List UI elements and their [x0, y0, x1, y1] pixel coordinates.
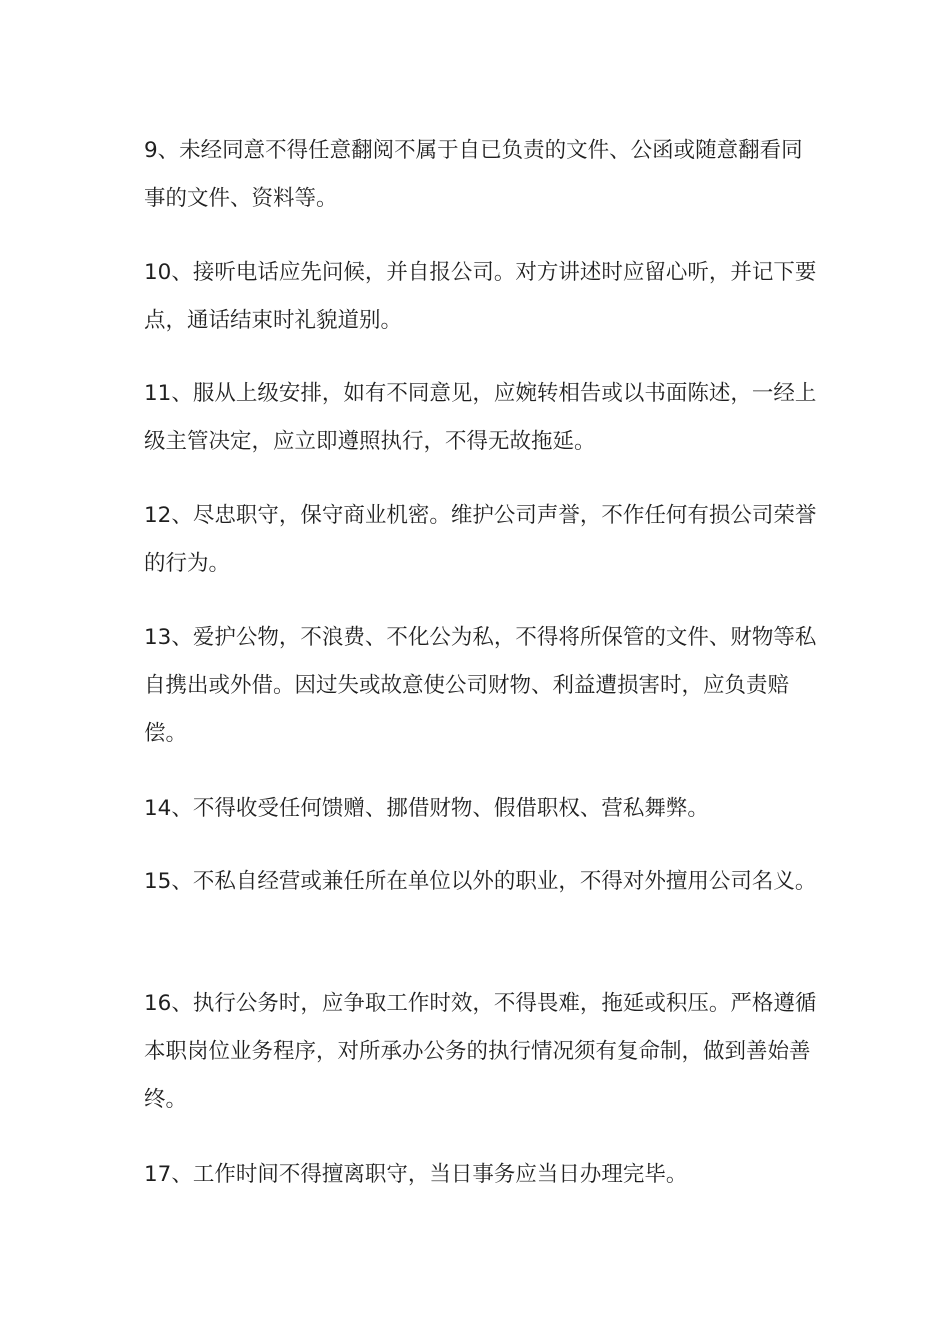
rule-paragraph-15: 15、不私自经营或兼任所在单位以外的职业，不得对外擅用公司名义。 — [144, 869, 817, 894]
rule-paragraph-11: 11、服从上级安排，如有不同意见，应婉转相告或以书面陈述，一经上级主管决定，应立即遵照执行，不得无故拖延。 — [144, 381, 817, 454]
rule-paragraph-14: 14、不得收受任何馈赠、挪借财物、假借职权、营私舞弊。 — [144, 796, 709, 821]
rule-paragraph-10: 10、接听电话应先问候，并自报公司。对方讲述时应留心听，并记下要点，通话结束时礼貌道别。 — [144, 260, 817, 333]
rule-paragraph-13: 13、爱护公物，不浪费、不化公为私，不得将所保管的文件、财物等私自携出或外借。因过失或故意使公司财物、利益遭损害时，应负责赔偿。 — [144, 625, 817, 746]
rule-paragraph-16: 16、执行公务时，应争取工作时效，不得畏难，拖延或积压。严格遵循本职岗位业务程序，对所承办公务的执行情况须有复命制，做到善始善终。 — [144, 991, 817, 1112]
rule-paragraph-12: 12、尽忠职守，保守商业机密。维护公司声誉，不作任何有损公司荣誉的行为。 — [144, 503, 817, 576]
rule-paragraph-17: 17、工作时间不得擅离职守，当日事务应当日办理完毕。 — [144, 1162, 688, 1187]
rule-paragraph-9: 9、未经同意不得任意翻阅不属于自已负责的文件、公函或随意翻看同事的文件、资料等。 — [144, 138, 803, 211]
